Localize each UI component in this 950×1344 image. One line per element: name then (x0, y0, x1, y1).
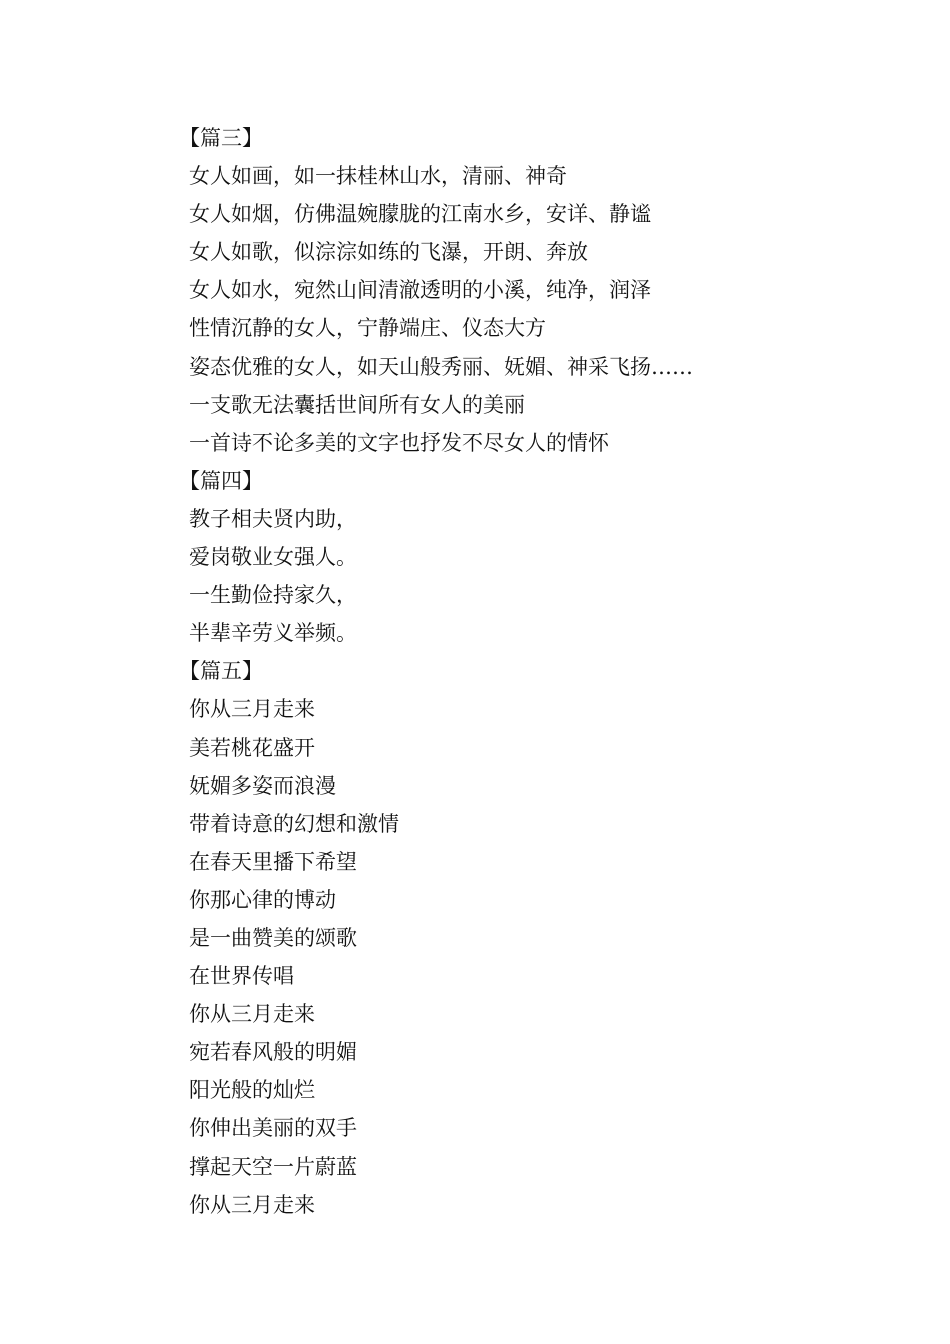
text-line: 你从三月走来 (189, 697, 315, 722)
text-line: 姿态优雅的女人，如天山般秀丽、妩媚、神采飞扬…… (189, 354, 693, 379)
text-line: 在世界传唱 (189, 964, 294, 989)
text-line: 你从三月走来 (189, 1002, 315, 1027)
text-line: 一支歌无法囊括世间所有女人的美丽 (189, 392, 525, 417)
text-line: 阳光般的灿烂 (189, 1078, 315, 1103)
section-heading-5: 【篇五】 (179, 659, 263, 684)
text-line: 你那心律的博动 (189, 887, 336, 912)
text-line: 妩媚多姿而浪漫 (189, 773, 336, 798)
text-line: 美若桃花盛开 (189, 735, 315, 760)
section-heading-4: 【篇四】 (179, 468, 263, 493)
text-line: 性情沉静的女人，宁静端庄、仪态大方 (189, 316, 546, 341)
text-line: 一生勤俭持家久， (189, 583, 357, 608)
text-line: 带着诗意的幻想和激情 (189, 811, 399, 836)
text-line: 撑起天空一片蔚蓝 (189, 1154, 357, 1179)
text-line: 一首诗不论多美的文字也抒发不尽女人的情怀 (189, 430, 609, 455)
poem-text-block (179, 119, 869, 1224)
text-line: 女人如水，宛然山间清澈透明的小溪，纯净，润泽 (189, 278, 651, 303)
text-line: 你伸出美丽的双手 (189, 1116, 357, 1141)
text-line: 半辈辛劳义举频。 (189, 621, 357, 646)
section-heading-3: 【篇三】 (179, 126, 263, 150)
text-line: 女人如歌，似淙淙如练的飞瀑，开朗、奔放 (189, 240, 588, 265)
text-line: 在春天里播下希望 (189, 849, 357, 874)
text-line: 教子相夫贤内助， (189, 506, 357, 531)
text-line: 女人如画，如一抹桂林山水，清丽、神奇 (189, 164, 567, 189)
text-line: 宛若春风般的明媚 (189, 1040, 357, 1065)
text-line: 你从三月走来 (189, 1192, 315, 1217)
text-line: 爱岗敬业女强人。 (189, 545, 357, 570)
text-line: 女人如烟，仿佛温婉朦胧的江南水乡，安详、静谧 (189, 202, 651, 227)
text-line: 是一曲赞美的颂歌 (189, 925, 357, 950)
